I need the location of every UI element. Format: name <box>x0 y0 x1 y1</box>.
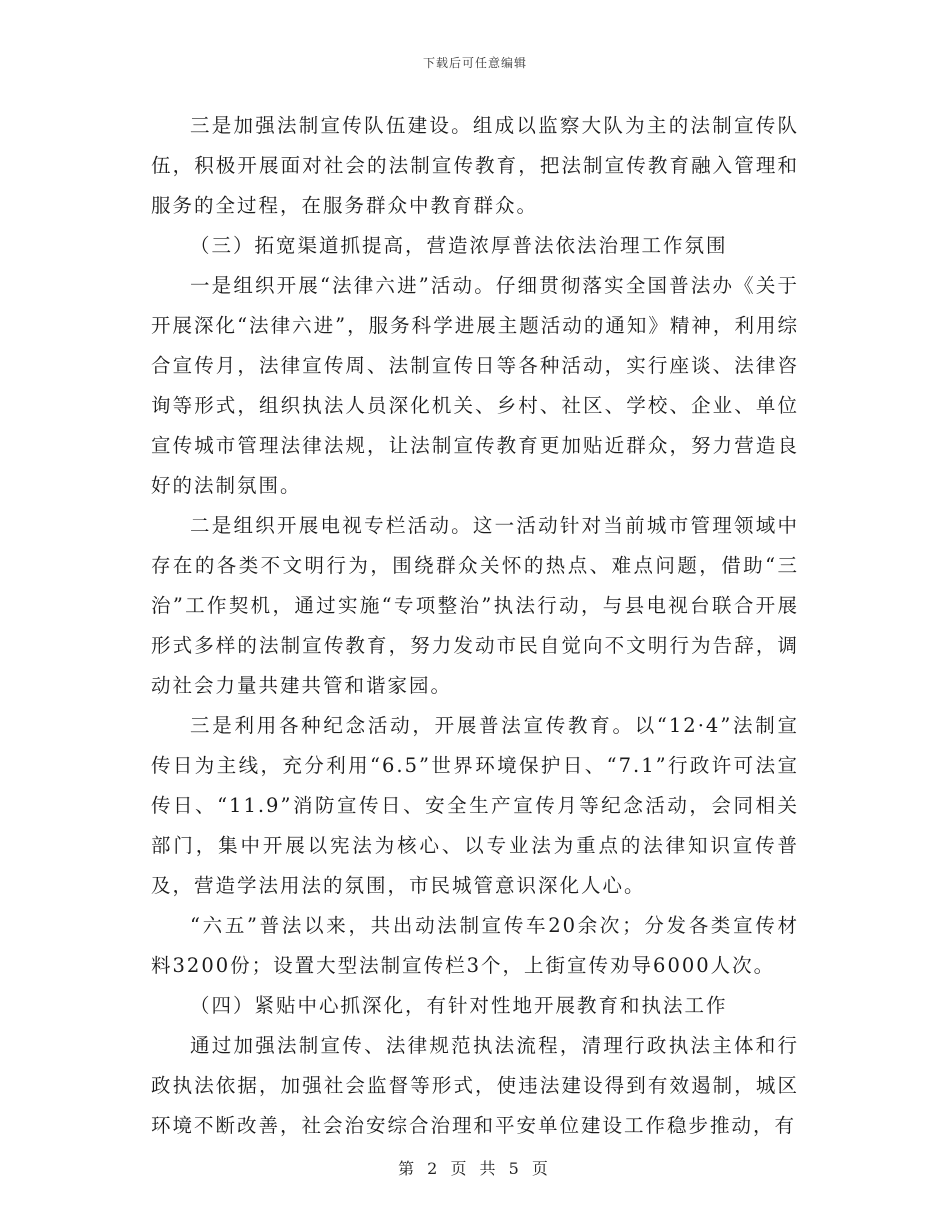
section-heading-4: （四）紧贴中心抓深化，有针对性地开展教育和执法工作 <box>190 994 728 1017</box>
paragraph-law-six-entries: 一是组织开展“法律六进”活动。仔细贯彻落实全国普法办《关于开展深化“法律六进”，服务科学进展主题活动的通知》精神，利用综合宣传月，法律宣传周、法制宣传日等各种活动，实行座谈、法律咨询等形式，组织执法人员深化机关、乡村、社区、学校、企业、单位宣传城市管理法律法规，让法制宣传教育更加贴近群众，努力营造良好的法制氛围。 <box>151 274 799 497</box>
paragraph-tv-column: 二是组织开展电视专栏活动。这一活动针对当前城市管理领域中存在的各类不文明行为，围绕群众关怀的热点、难点问题，借助“三治”工作契机，通过实施“专项整治”执法行动，与县电视台联合开展形式多样的法制宣传教育，努力发动市民自觉向不文明行为告辞，调动社会力量共建共管和谐家园。 <box>151 514 799 697</box>
header-note: 下载后可任意编辑 <box>422 56 527 70</box>
paragraph-enforcement: 通过加强法制宣传、法律规范执法流程，清理行政执法主体和行政执法依据，加强社会监督等形式，使违法建设得到有效遏制，城区环境不断改善，社会治安综合治理和平安单位建设工作稳步推动，有 <box>151 1034 799 1137</box>
paragraph-team-building: 三是加强法制宣传队伍建设。组成以监察大队为主的法制宣传队伍，积极开展面对社会的法制宣传教育，把法制宣传教育融入管理和服务的全过程，在服务群众中教育群众。 <box>151 114 799 217</box>
paragraph-commemorations: 三是利用各种纪念活动，开展普法宣传教育。以“12·4”法制宣传日为主线，充分利用“6.5”世界环境保护日、“7.1”行政许可法宣传日、“11.9”消防宣传日、安全生产宣传月等纪念活动，会同相关部门，集中开展以宪法为核心、以专业法为重点的法律知识宣传普及，营造学法用法的氛围，市民城管意识深化人心。 <box>151 714 799 897</box>
document-body <box>151 106 799 1146</box>
page-number-footer: 第 2 页 共 5 页 <box>398 1159 552 1178</box>
section-heading-3: （三）拓宽渠道抓提高，营造浓厚普法依法治理工作氛围 <box>190 234 728 257</box>
paragraph-statistics: “六五”普法以来，共出动法制宣传车20余次；分发各类宣传材料3200份；设置大型法制宣传栏3个，上街宣传劝导6000人次。 <box>151 914 799 977</box>
